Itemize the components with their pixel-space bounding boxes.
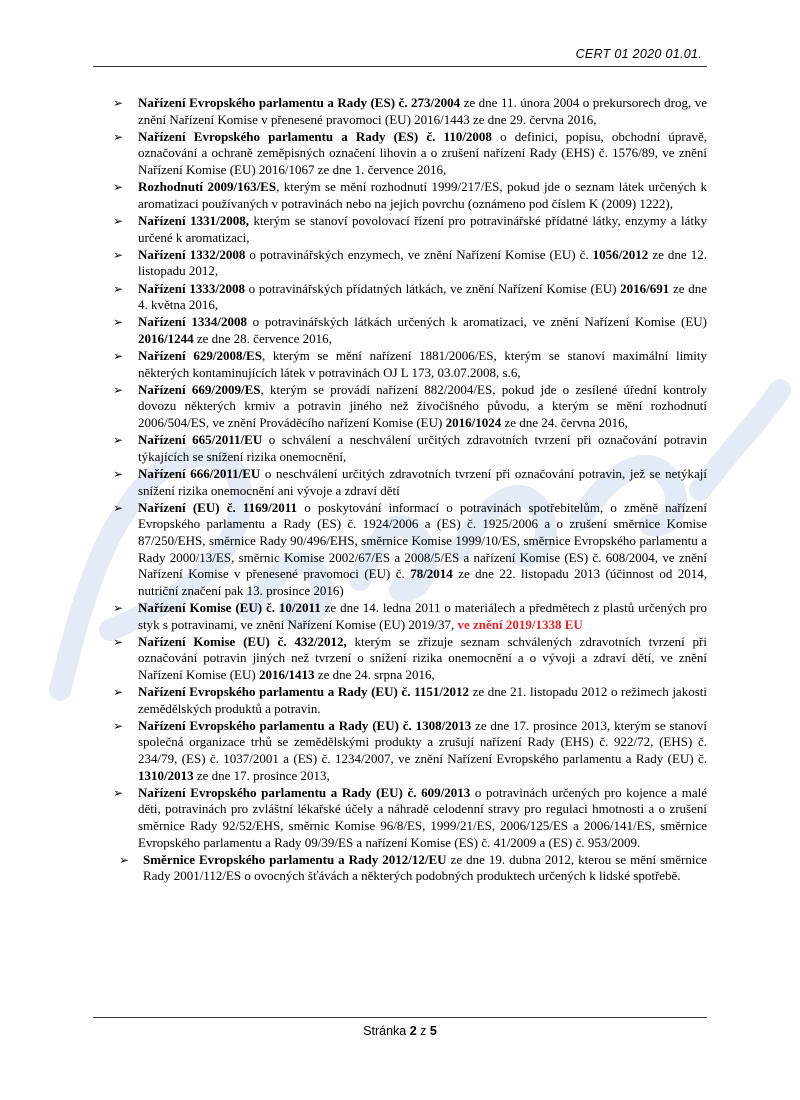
list-item	[113, 281, 707, 314]
bullet-arrow-icon: ➢	[113, 96, 124, 110]
regulation-title: Nařízení 629/2008/ES	[138, 348, 262, 364]
regulation-text: kterým se stanoví povolovací řízení pro potravinářské přídatné látky, enzymy a látky určené k aromatizaci,	[138, 212, 707, 245]
regulation-text: , kterým se mění nařízení 1881/2006/ES, kterým se stanoví maximální limity některých kontaminujících látek v potravinách OJ L 173, 03.07.2008, s.6,	[138, 348, 708, 380]
list-item	[113, 466, 707, 499]
bullet-arrow-icon: ➢	[113, 467, 124, 481]
regulation-text: o potravinářských přídatných látkách, ve znění Nařízení Komise (EU)	[244, 280, 621, 296]
regulation-title: Nařízení (EU) č. 1169/2011	[138, 499, 298, 515]
bullet-arrow-icon: ➢	[113, 129, 124, 144]
page-separator: z	[416, 1024, 430, 1038]
list-item	[113, 314, 707, 347]
list-item	[113, 500, 707, 600]
bullet-arrow-icon: ➢	[113, 600, 124, 615]
regulation-text: ze dne 19. dubna 2012, kterou se mění směrnice Rady 2001/112/ES o ovocných šťávách a některých podobných produktech určených k lidské spotřebě.	[143, 851, 707, 884]
regulation-text: ze dne 17. prosince 2013, kterým se stanoví společná organizace trhů se zemědělskými produkty a zrušují nařízení Rady (EHS) č. 922/72, (EHS) č. 234/79, (ES) č. 1037/2001 a (ES) č. 1234/2007, ve znění Nařízení Evropského parlamentu a Rady (EU) č.	[138, 717, 707, 767]
amendment-number: 2016/691	[620, 280, 670, 296]
regulation-title: Nařízení Evropského parlamentu a Rady (EU) č. 1151/2012	[138, 684, 469, 700]
list-item	[113, 785, 707, 851]
amendment-number: 2016/1024	[445, 415, 502, 431]
list-item	[113, 684, 707, 717]
regulation-text: o definici, popisu, obchodní úpravě, označování a ochraně zeměpisných označení lihovin a o zrušení nařízení Rady (EHS) č. 1576/89, ve znění Nařízení Komise (EU) 2016/1067 ze dne 1. července 2016,	[138, 128, 707, 177]
regulation-text: ze dne 24. srpna 2016,	[314, 666, 435, 682]
regulation-title: Nařízení 665/2011/EU	[138, 432, 263, 448]
regulation-title: Nařízení 1333/2008	[138, 280, 245, 296]
regulation-title: Nařízení 669/2009/ES	[138, 381, 261, 397]
regulation-text: ze dne 4. května 2016,	[138, 280, 708, 313]
bullet-arrow-icon: ➢	[113, 382, 124, 397]
regulation-text: ze dne 22. listopadu 2013 (účinnost od 2014, nutriční značení pak 13. prosince 2016)	[138, 566, 708, 598]
list-item	[113, 600, 707, 633]
regulation-title: Nařízení Evropského parlamentu a Rady (ES) č. 110/2008	[138, 128, 492, 144]
regulation-title: Nařízení Evropského parlamentu a Rady (EU) č. 609/2013	[138, 784, 471, 800]
regulation-title: Nařízení 1334/2008	[138, 314, 247, 330]
bullet-arrow-icon: ➢	[113, 213, 124, 228]
regulation-title: Nařízení 1331/2008,	[138, 212, 249, 228]
list-item	[113, 179, 707, 212]
regulation-text: , kterým se mění rozhodnutí 1999/217/ES, pokud jde o seznam látek určených k aromatizaci používaných v potravinách nebo na jejich povrchu (oznámeno pod číslem K (2009) 1222),	[138, 179, 707, 211]
footer-divider	[93, 1017, 707, 1018]
regulation-text: o potravinářských látkách určených k aromatizaci, ve znění Nařízení Komise (EU)	[246, 314, 708, 330]
highlighted-amendment: ve znění 2019/1338 EU	[457, 616, 583, 632]
amendment-number: 2016/1413	[258, 666, 315, 682]
regulation-text: o potravinářských enzymech, ve znění Nařízení Komise (EU) č.	[245, 246, 593, 262]
list-item	[113, 718, 707, 784]
list-item	[113, 95, 707, 128]
list-item	[113, 432, 707, 465]
bullet-arrow-icon: ➢	[113, 315, 124, 330]
bullet-arrow-icon: ➢	[113, 247, 124, 262]
current-page: 2	[409, 1024, 417, 1038]
page-number	[0, 1024, 800, 1038]
regulation-title: Nařízení Komise (EU) č. 432/2012,	[138, 633, 347, 649]
regulation-text: ze dne 21. listopadu 2012 o režimech jakosti zemědělských produktů a potravin.	[138, 684, 707, 716]
regulation-text: ze dne 14. ledna 2011 o materiálech a předmětech z plastů určených pro styk s potravinami, ve znění Nařízení Komise (EU) 2019/37,	[138, 599, 707, 632]
regulation-text: o potravinách určených pro kojence a malé děti, potravinách pro zvláštní lékařské účely a náhradě celodenní stravy pro regulaci hmotnosti a o zrušení směrnice Rady 92/52/EHS, směrnic Komise 96/8/ES, 1999/21/ES, 2006/125/ES a 2006/141/ES, směrnice Evropského parlamentu a Rady 09/39/ES a nařízení Komise (ES) č. 41/2009 a (ES) č. 953/2009.	[138, 784, 707, 850]
list-item	[119, 852, 707, 885]
legislation-list	[113, 95, 707, 886]
regulation-text: ze dne 12. listopadu 2012,	[138, 246, 707, 279]
bullet-arrow-icon: ➢	[113, 718, 124, 733]
bullet-arrow-icon: ➢	[113, 180, 124, 195]
regulation-title: Nařízení 666/2011/EU	[138, 466, 261, 481]
bullet-arrow-icon: ➢	[113, 433, 124, 448]
regulation-title: Nařízení Evropského parlamentu a Rady (ES) č. 273/2004	[138, 95, 461, 110]
regulation-text: ze dne 11. února 2004 o prekursorech drog, ve znění Nařízení Komise v přenesené pravomoci (EU) 2016/1443 ze dne 29. června 2016,	[138, 95, 707, 127]
bullet-arrow-icon: ➢	[113, 500, 124, 515]
regulation-title: Nařízení 1332/2008	[138, 246, 246, 262]
amendment-number: 1056/2012	[592, 246, 649, 262]
bullet-arrow-icon: ➢	[113, 685, 124, 700]
regulation-title: Nařízení Komise (EU) č. 10/2011	[138, 599, 321, 615]
header-divider	[93, 66, 707, 67]
regulation-text: o schválení a neschválení určitých zdravotních tvrzení při označování potravin týkajících se snížení rizika onemocnění,	[138, 432, 708, 464]
amendment-number: 1310/2013	[138, 767, 194, 783]
regulation-text: kterým se zřizuje seznam schválených zdravotních tvrzení při označování potravin jiných než tvrzení o snížení rizika onemocnění a o vývoji a zdraví dětí, ve znění Nařízení Komise (EU)	[138, 633, 707, 682]
list-item	[113, 634, 707, 684]
regulation-text: ze dne 28. července 2016,	[193, 330, 332, 346]
bullet-arrow-icon: ➢	[113, 281, 124, 296]
page-prefix: Stránka	[363, 1024, 410, 1038]
regulation-title: Směrnice Evropského parlamentu a Rady 2012/12/EU	[143, 851, 447, 867]
amendment-number: 78/2014	[410, 566, 453, 582]
list-item	[113, 129, 707, 179]
regulation-title: Rozhodnutí 2009/163/ES	[138, 179, 277, 195]
list-item	[113, 247, 707, 280]
bullet-arrow-icon: ➢	[113, 349, 124, 364]
regulation-text: ze dne 17. prosince 2013,	[193, 767, 330, 783]
regulation-text: o poskytování informací o potravinách spotřebitelům, o změně nařízení Evropského parlamentu a Rady (ES) č. 1924/2006 a (ES) č. 1925/2006 a o zrušení směrnice Komise 87/250/EHS, směrnice Rady 90/496/EHS, směrnice Komise 1999/10/ES, směrnice Evropského parlamentu a Rady 2000/13/ES, směrnic Komise 2002/67/ES a 2008/5/ES a nařízení Komise (ES) č. 608/2004, ve znění Nařízení Komise v přenesené pravomoci (EU) č.	[138, 499, 707, 582]
list-item	[113, 382, 707, 432]
total-pages: 5	[429, 1024, 437, 1038]
amendment-number: 2016/1244	[138, 330, 194, 346]
regulation-text: ze dne 24. června 2016,	[501, 415, 628, 431]
regulation-text: o neschválení určitých zdravotních tvrzení při označování potravin, jež se netýkají snížení rizika onemocnění ani vývoje a zdraví dětí	[138, 466, 707, 498]
bullet-arrow-icon: ➢	[119, 852, 130, 867]
list-item	[113, 348, 707, 381]
bullet-arrow-icon: ➢	[113, 785, 124, 800]
regulation-title: Nařízení Evropského parlamentu a Rady (EU) č. 1308/2013	[138, 717, 472, 733]
list-item	[113, 213, 707, 246]
bullet-arrow-icon: ➢	[113, 634, 124, 649]
regulation-text: , kterým se provádí nařízení 882/2004/ES, pokud jde o zesílené úřední kontroly dovozu některých krmiv a potravin jiného než živočišného původu, a kterým se mění rozhodnutí 2006/504/ES, ve znění Prováděcího nařízení Komise (EU)	[138, 381, 707, 431]
document-code: CERT 01 2020 01.01.	[575, 47, 702, 61]
